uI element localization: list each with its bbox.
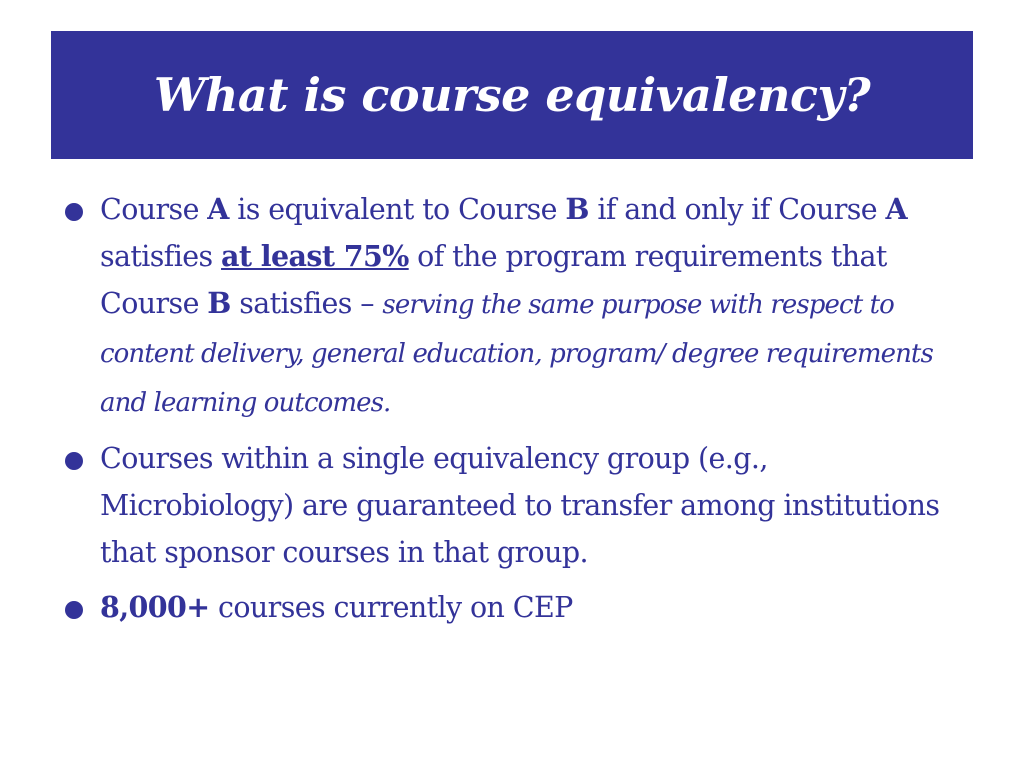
bullet-dot-icon [65,452,83,470]
course-b-label: B [565,192,589,226]
bullet-text: is equivalent to Course [228,193,566,226]
bullet-text: Courses within a single equivalency group (e.g., Microbiology) are guaranteed to transfer among institutions that sponsor courses in that group. [100,442,940,569]
bullet-text: courses currently on CEP [209,591,573,624]
course-a-label: A [885,192,908,226]
bullet-text: of the program requirements that Course [100,240,887,320]
slide-title: What is course equivalency? [153,68,871,122]
purpose-note: serving the same purpose with respect to content delivery, general education, program/ degree requirements and learning outcomes. [100,290,933,418]
threshold-highlight: at least 75% [221,239,409,273]
course-count: 8,000+ [100,590,210,624]
bullet-dot-icon [65,601,83,619]
bullet-text: satisfies [100,240,222,273]
course-a-label: A [207,192,229,226]
bullet-text: Course [100,193,208,226]
bullet-text: satisfies – [230,287,383,320]
bullet-text: if and only if Course [588,193,886,226]
bullet-item-count [60,584,960,631]
course-b-label: B [207,286,231,320]
bullet-dot-icon [65,203,83,221]
title-bar [51,31,973,159]
bullet-list [60,186,960,639]
bullet-item-definition [60,186,960,427]
bullet-item-transfer [60,435,960,576]
